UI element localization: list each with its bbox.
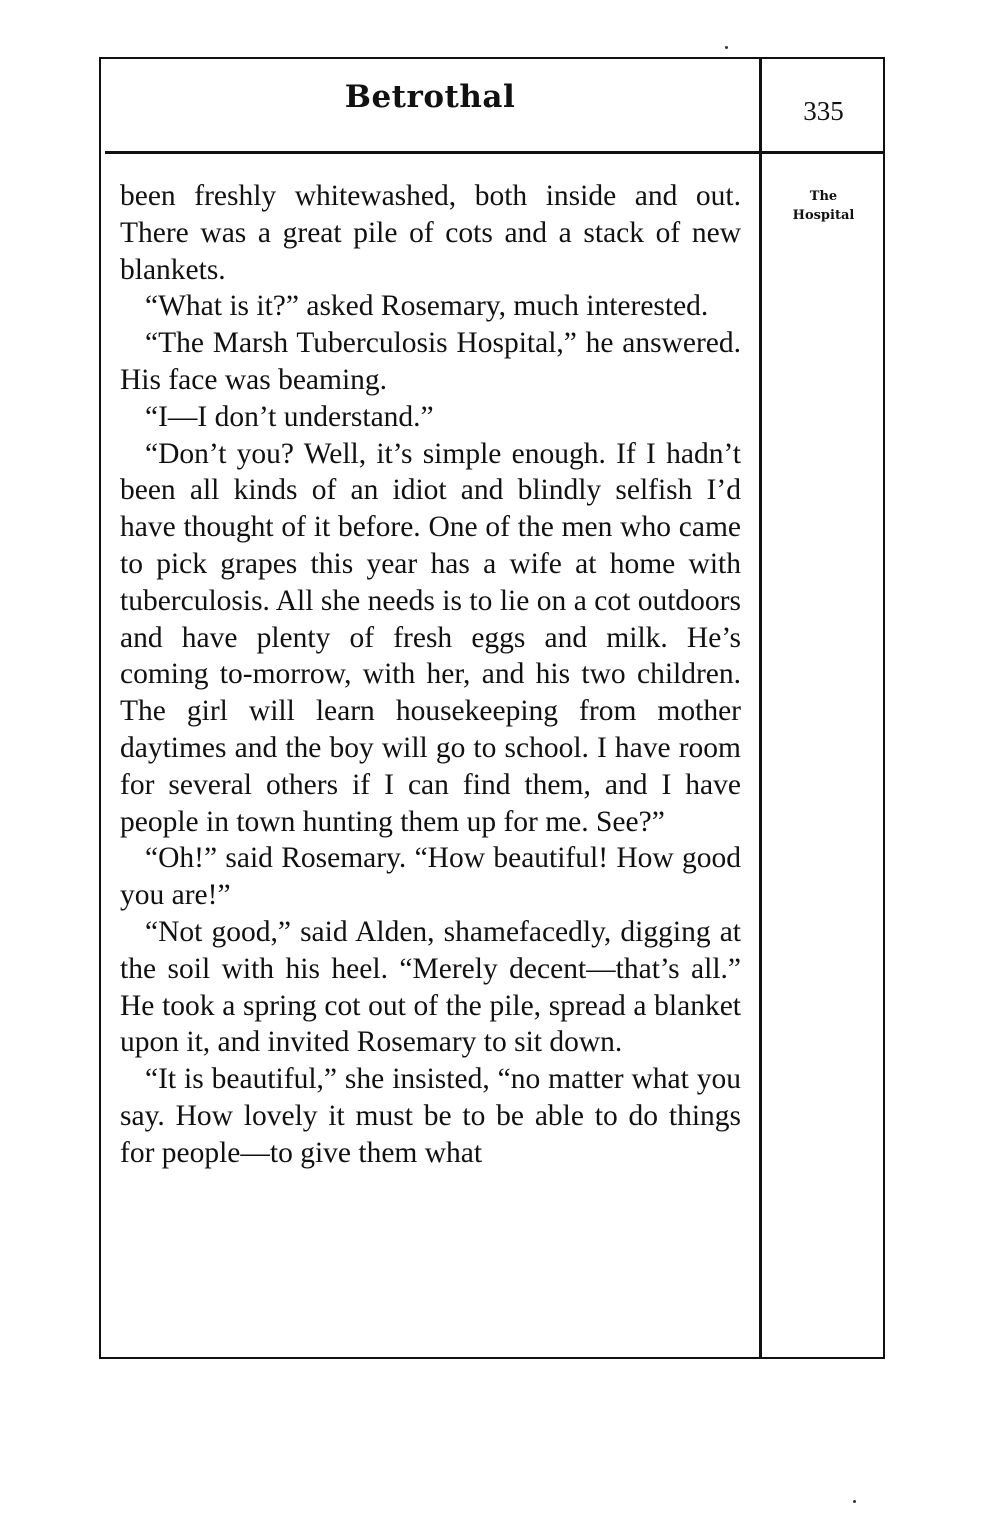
paragraph: “What is it?” asked Rosemary, much interested. — [145, 290, 709, 323]
paragraph: “Don’t you? Well, it’s simple enough. If I hadn’t been all kinds of an idiot and blindly selfish I’d have thought of it before. One of the men who came to pick grapes this year has a wife at home with tuberculosis. All she needs is to lie on a cot outdoors and have plenty of fresh eggs and milk. He’s coming to-morrow, with her, and his two children. The girl will learn housekeeping from mother daytimes and the boy will go to school. I have room for several others if I can find them, and I have people in town hunting them up for me. See?” — [120, 437, 741, 838]
body-text — [120, 178, 741, 1172]
header-rule — [105, 151, 885, 154]
page-number: 335 — [803, 96, 844, 126]
side-note — [762, 187, 885, 225]
paragraph: “Oh!” said Rosemary. “How beautiful! How good you are!” — [120, 842, 741, 912]
paragraph: “Not good,” said Alden, shamefacedly, digging at the soil with his heel. “Merely decent—that’s all.” He took a spring cot out of the pile, spread a blanket upon it, and invited Rosemary to sit down. — [120, 915, 741, 1059]
paragraph: “I—I don’t understand.” — [145, 400, 434, 433]
margin-column-rule — [759, 57, 762, 1359]
scan-speck — [853, 1500, 856, 1503]
paragraph: “It is beautiful,” she insisted, “no matter what you say. How lovely it must be to be able to do things for people—to give them what — [120, 1063, 741, 1169]
paragraph: been freshly whitewashed, both inside and out. There was a great pile of cots and a stack of new blankets. — [120, 180, 741, 286]
paragraph: “The Marsh Tuberculosis Hospital,” he answered. His face was beaming. — [120, 327, 741, 396]
side-note-line-1: The — [809, 189, 838, 204]
running-head-title: Betrothal — [344, 79, 516, 115]
side-note-line-2: Hospital — [792, 208, 855, 223]
scan-speck — [725, 46, 728, 49]
